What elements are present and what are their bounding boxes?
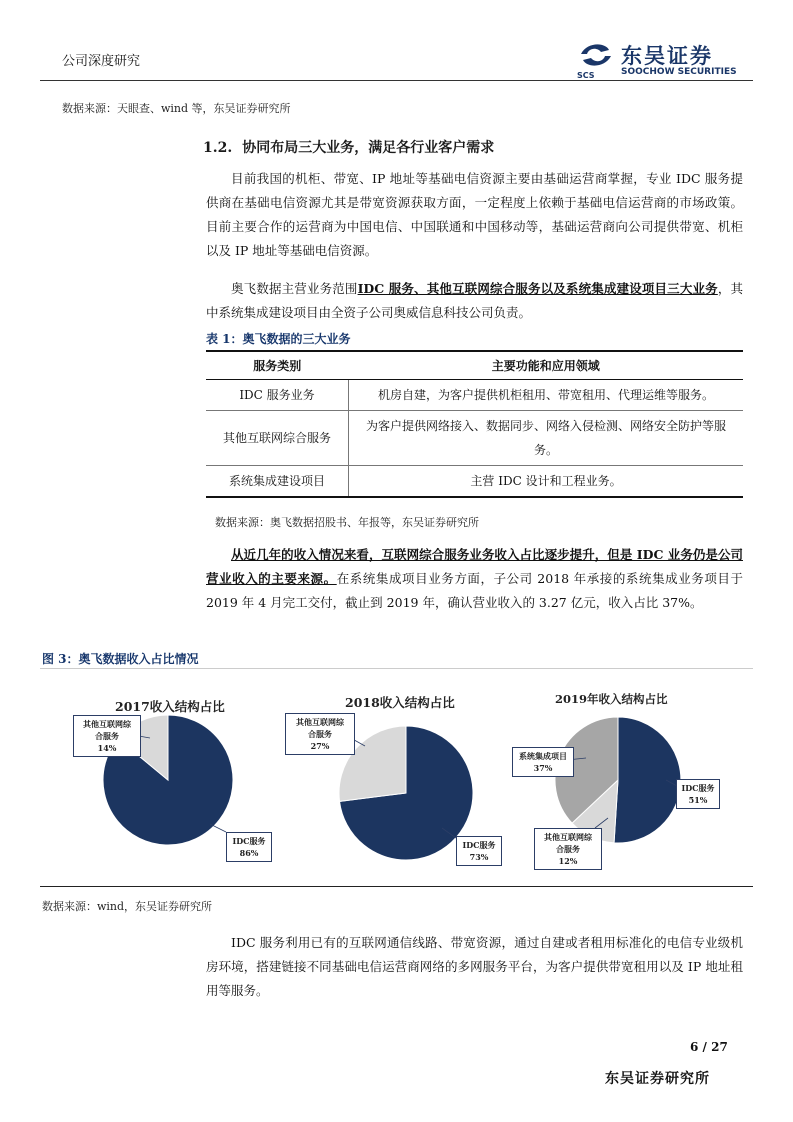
logo-mark-text: SCS — [577, 71, 595, 80]
paragraph-3-highlight: 从近几年的收入情况来看，互联网综合服务业务收入占比逐步提升，但是 IDC 业务仍是公司营业收入的主要来源。 — [206, 547, 743, 586]
pie-2019-title: 2019年收入结构占比 — [555, 692, 668, 706]
table-header-row — [206, 351, 743, 380]
paragraph-2-highlight: IDC 服务、其他互联网综合服务以及系统集成建设项目三大业务 — [357, 281, 718, 296]
table-cell-function: 为客户提供网络接入、数据同步、网络入侵检测、网络安全防护等服务。 — [349, 411, 744, 466]
pie-2018 — [339, 726, 473, 860]
table-header-function: 主要功能和应用领域 — [349, 351, 744, 380]
table-source-note: 数据来源：奥飞数据招股书、年报等，东吴证券研究所 — [215, 516, 479, 529]
business-table — [206, 350, 743, 498]
table-row — [206, 411, 743, 466]
logo-name-en: SOOCHOW SECURITIES — [621, 67, 737, 77]
paragraph-4: IDC 服务利用已有的互联网通信线路、带宽资源，通过自建或者租用标准化的电信专业级机房环境，搭建链接不同基础电信运营商网络的多网服务平台，为客户提供带宽租用以及 IP 地址租用等服务。 — [206, 935, 743, 998]
callout-2019-idc: IDC服务 51% — [676, 779, 720, 809]
page-number: 6 / 27 — [690, 1040, 728, 1054]
paragraph-3 — [206, 543, 743, 615]
logo-mark-icon — [575, 40, 617, 80]
section-title: 协同布局三大业务，满足各行业客户需求 — [242, 140, 495, 156]
table-row — [206, 466, 743, 498]
paragraph-2-pre: 奥飞数据主营业务范围 — [231, 281, 358, 296]
pie-2018-title: 2018收入结构占比 — [345, 695, 455, 710]
table-row — [206, 380, 743, 411]
callout-2018-idc: IDC服务 73% — [456, 836, 502, 866]
paragraph-2 — [206, 277, 743, 325]
company-logo — [575, 40, 745, 80]
logo-name-cn: 东吴证券 — [621, 44, 713, 68]
report-type-label: 公司深度研究 — [62, 54, 141, 69]
table-cell-category: 其他互联网综合服务 — [206, 411, 349, 466]
paragraph-1: 目前我国的机柜、带宽、IP 地址等基础电信资源主要由基础运营商掌握，专业 IDC 服务提供商在基础电信资源尤其是带宽资源获取方面，一定程度上依赖于基础电信运营商的市场政策。目前主要合作的运营商为中国电信、中国联通和中国移动等，基础运营商向公司提供带宽、机柜以及 IP 地址等基础电信资源。 — [206, 171, 743, 258]
pie-2019 — [555, 717, 681, 843]
paragraph-2-post: ，其中系统集成建设项目由全资子公司奥威信息科技公司负责。 — [206, 281, 743, 320]
table-cell-function: 主营 IDC 设计和工程业务。 — [349, 466, 744, 498]
section-heading — [203, 137, 494, 157]
table-header-category: 服务类别 — [206, 351, 349, 380]
table-cell-category: IDC 服务业务 — [206, 380, 349, 411]
figure-caption: 图 3：奥飞数据收入占比情况 — [42, 652, 199, 666]
callout-2017-idc: IDC服务 86% — [226, 832, 272, 862]
pie-2017-title: 2017收入结构占比 — [115, 699, 225, 714]
pie-charts-canvas — [40, 668, 753, 886]
source-note-top: 数据来源：天眼查、wind 等，东吴证券研究所 — [62, 102, 291, 115]
table-cell-category: 系统集成建设项目 — [206, 466, 349, 498]
callout-2019-sys: 系统集成项目 37% — [512, 747, 574, 777]
header-divider — [40, 80, 753, 81]
figure-bottom-divider — [40, 886, 753, 887]
table-caption: 表 1：奥飞数据的三大业务 — [206, 332, 351, 346]
figure-source-note: 数据来源：wind，东吴证券研究所 — [42, 900, 213, 913]
paragraph-3-post: 在系统集成项目业务方面，子公司 2018 年承接的系统集成业务项目于 2019 年 4 月完工交付，截止到 2019 年，确认营业收入的 3.27 亿元，收入占比 37%。 — [206, 571, 743, 610]
section-number: 1.2. — [203, 140, 233, 156]
callout-2017-other: 其他互联网综 合服务 14% — [73, 715, 141, 757]
pie-slice-IDC服务 — [614, 717, 681, 843]
footer-brand: 东吴证券研究所 — [605, 1071, 710, 1087]
callout-2018-other: 其他互联网综 合服务 27% — [285, 713, 355, 755]
table-cell-function: 机房自建，为客户提供机柜租用、带宽租用、代理运维等服务。 — [349, 380, 744, 411]
callout-2019-other: 其他互联网综 合服务 12% — [534, 828, 602, 870]
